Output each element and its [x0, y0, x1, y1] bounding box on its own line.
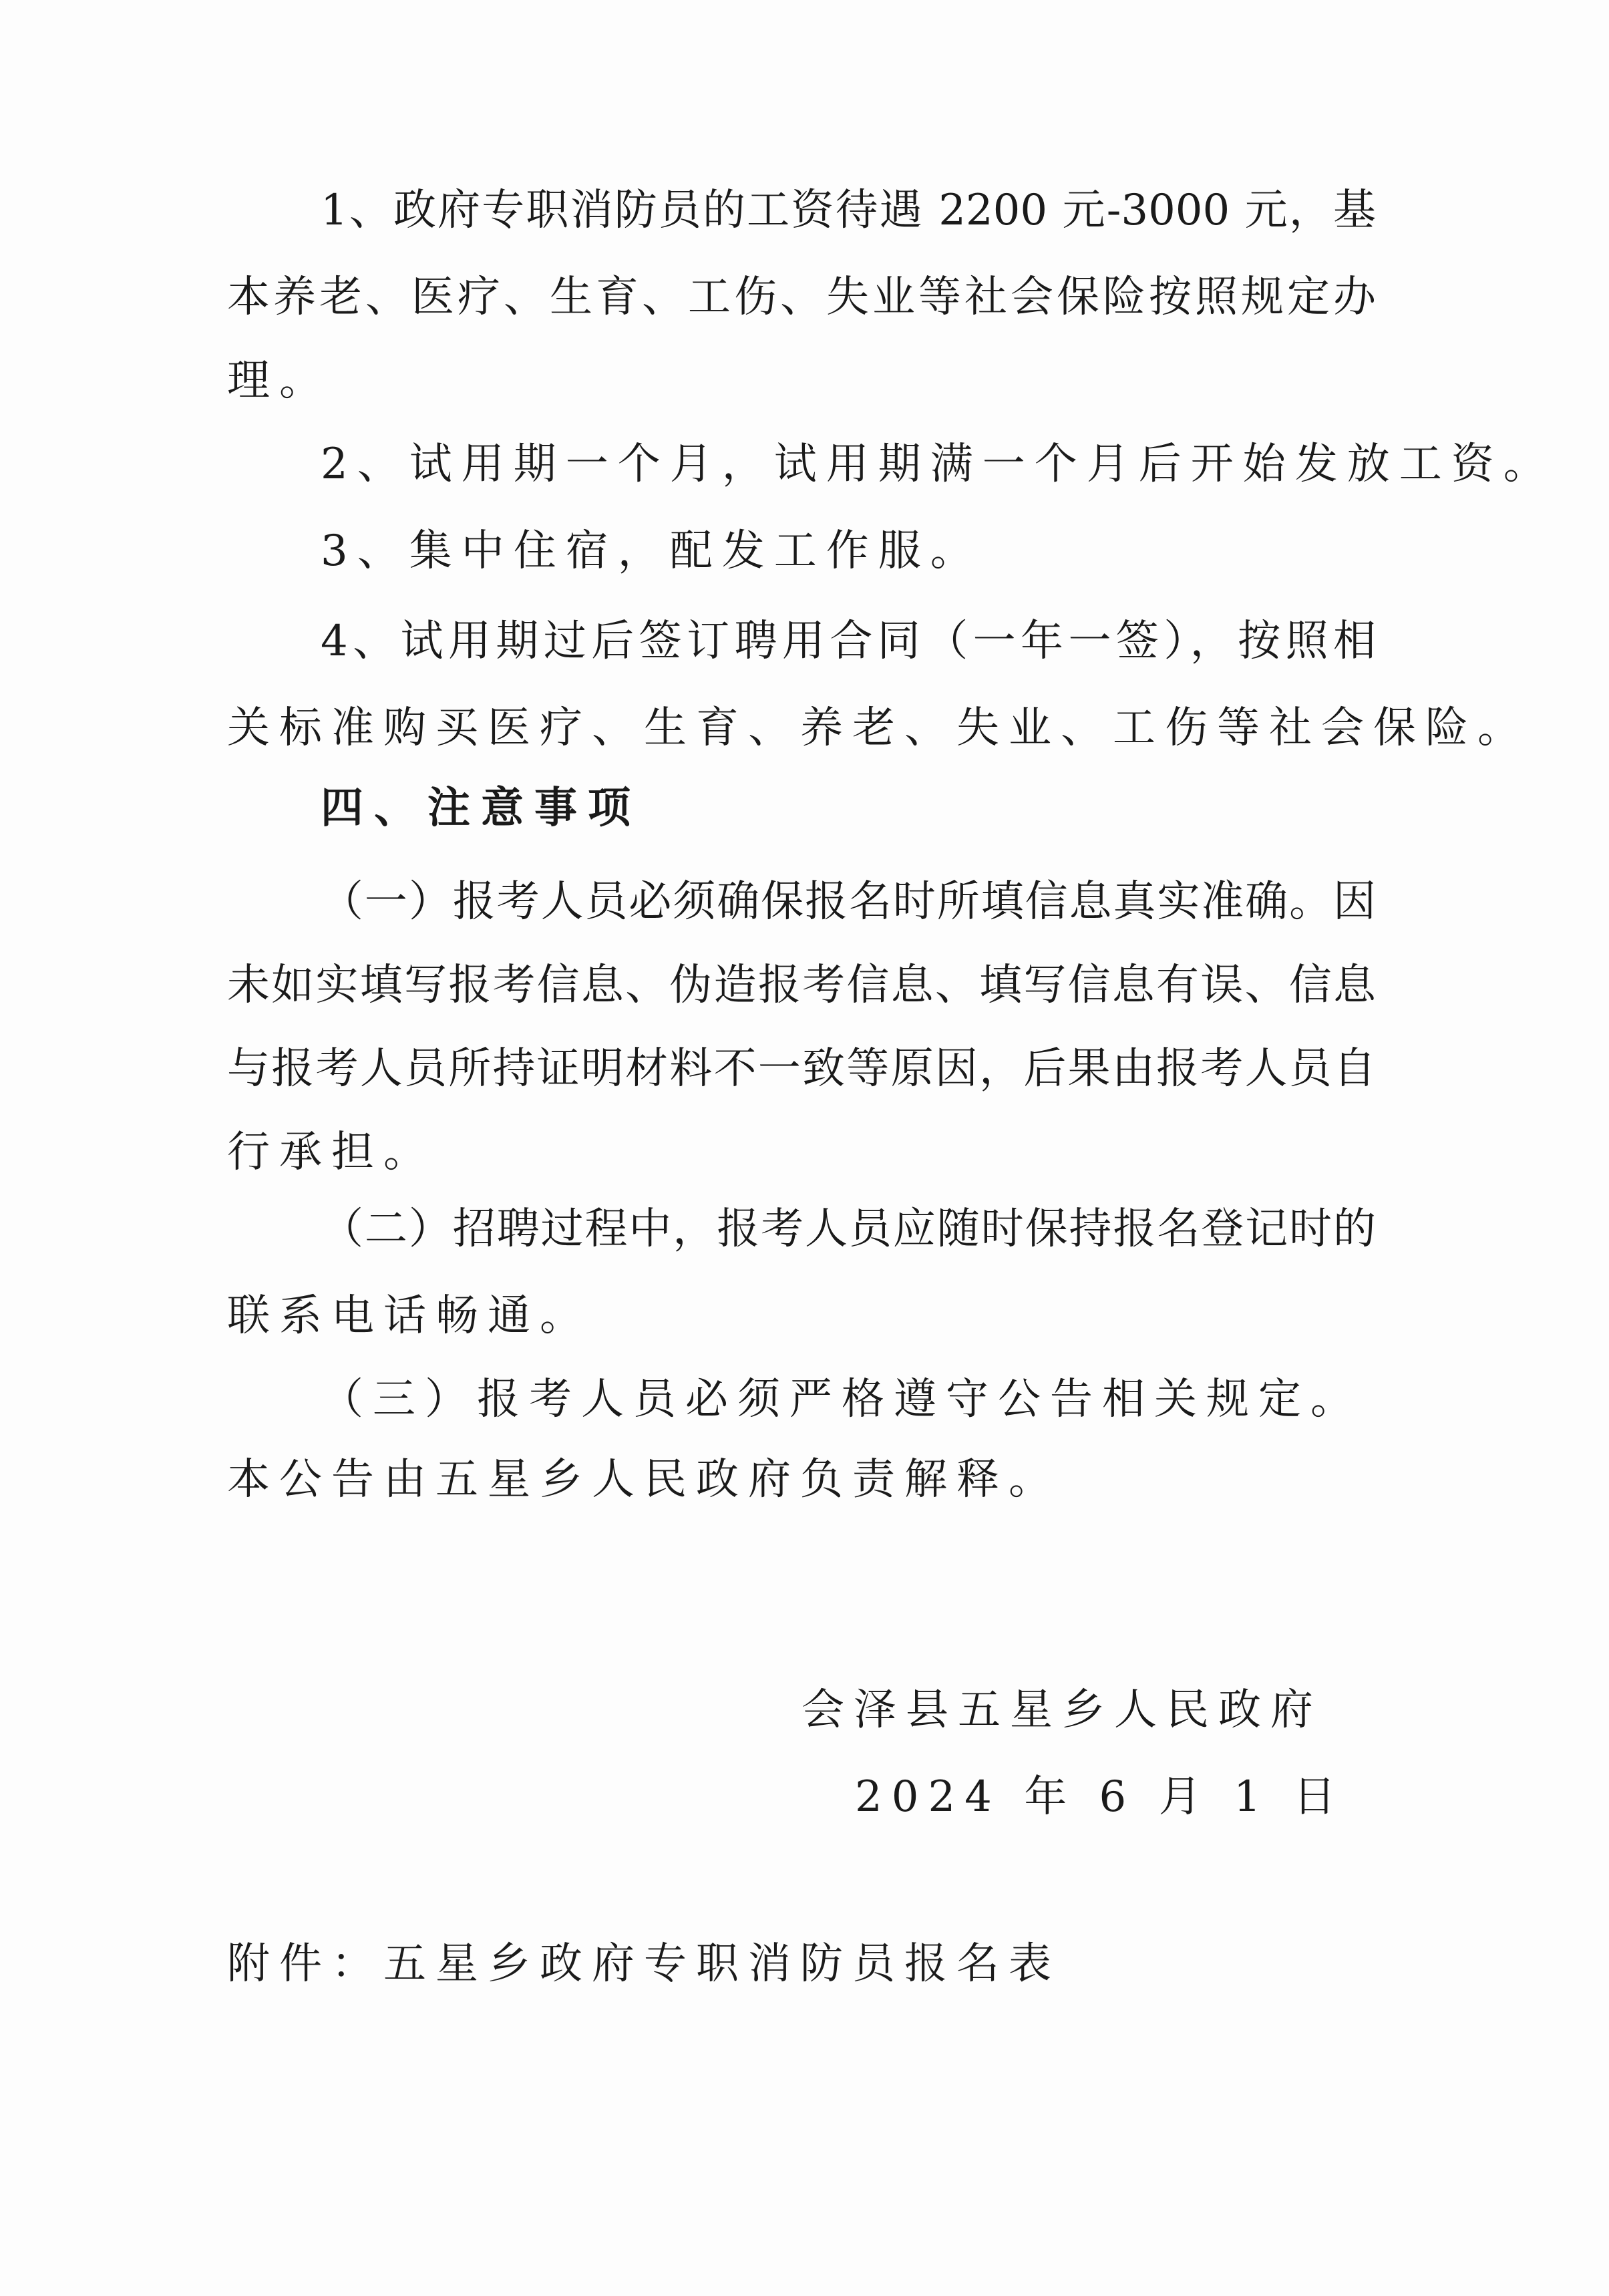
note2-line2: 联系电话畅通。 — [227, 1291, 592, 1341]
item3-text: 3、集中住宿，配发工作服。 — [321, 526, 982, 576]
item2-text: 2、试用期一个月，试用期满一个月后开始发放工资。 — [321, 440, 1556, 489]
closing-statement: 本公告由五星乡人民政府负责解释。 — [227, 1455, 1061, 1504]
section-heading: 四、注意事项 — [321, 783, 641, 833]
note1-line2: 未如实填写报考信息、伪造报考信息、填写信息有误、信息 — [227, 961, 1376, 1010]
note2-line1: （二）招聘过程中，报考人员应随时保持报名登记时的 — [321, 1204, 1376, 1254]
note1-line4: 行承担。 — [227, 1128, 435, 1177]
item4-line2: 关标准购买医疗、生育、养老、失业、工伤等社会保险。 — [227, 703, 1530, 753]
note1-line1: （一）报考人员必须确保报名时所填信息真实准确。因 — [321, 877, 1376, 927]
note3-text: （三）报考人员必须严格遵守公告相关规定。 — [321, 1375, 1363, 1424]
attachment-note: 附件：五星乡政府专职消防员报名表 — [227, 1939, 1061, 1989]
item1-line2: 本养老、医疗、生育、工伤、失业等社会保险按照规定办 — [227, 273, 1376, 322]
item4-line1: 4、试用期过后签订聘用合同（一年一签），按照相 — [321, 617, 1376, 666]
note1-line3: 与报考人员所持证明材料不一致等原因，后果由报考人员自 — [227, 1044, 1376, 1094]
item1-line1: 1、政府专职消防员的工资待遇 2200 元-3000 元，基 — [321, 186, 1376, 235]
item1-line3: 理。 — [227, 356, 331, 405]
signature-org: 会泽县五星乡人民政府 — [801, 1685, 1322, 1735]
signature-date: 2024 年 6 月 1 日 — [855, 1772, 1346, 1822]
